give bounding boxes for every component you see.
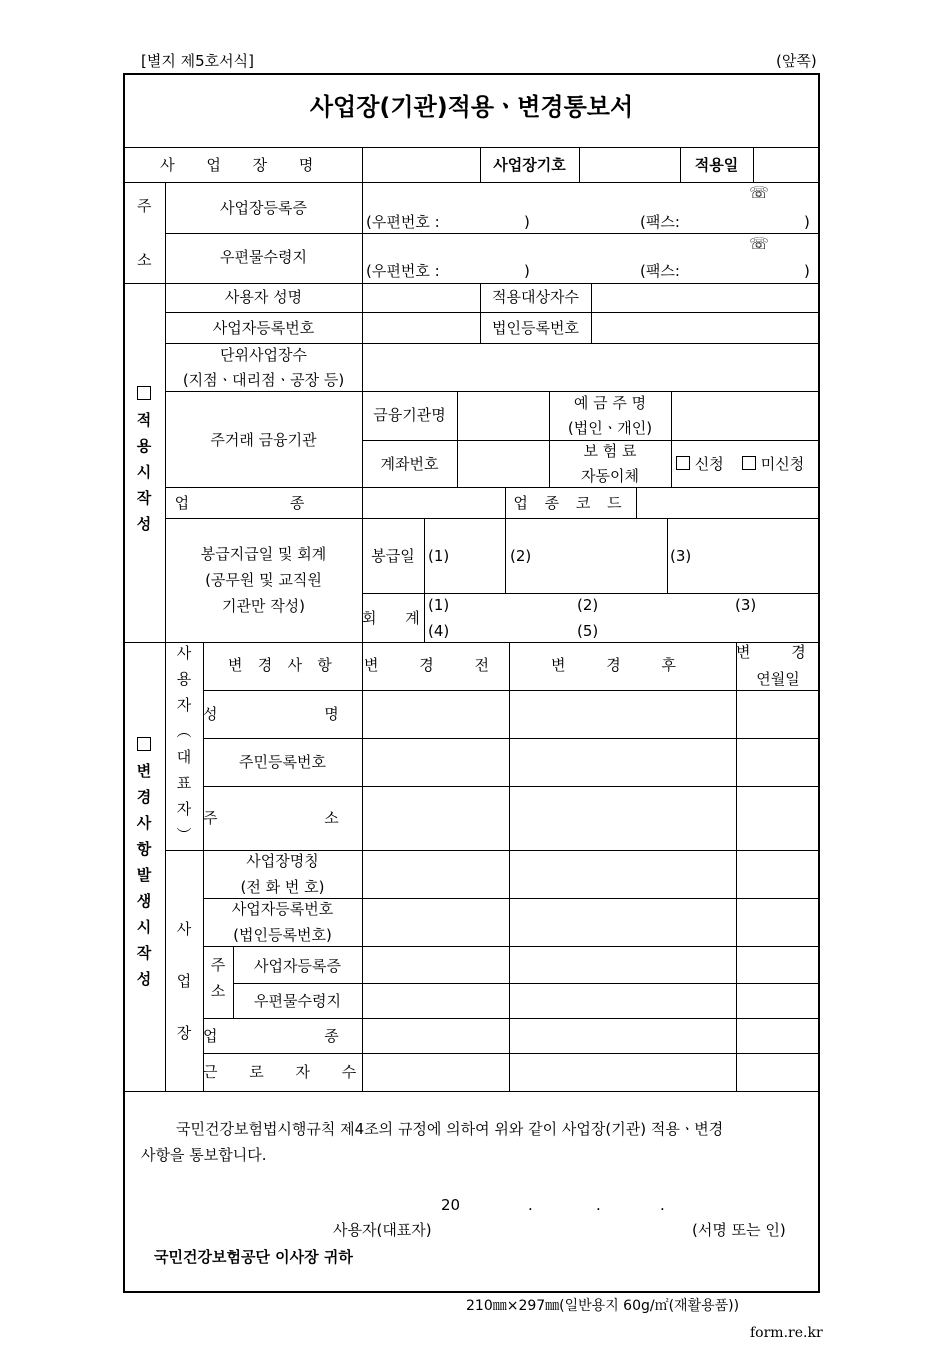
apply-checkbox[interactable] [676,456,690,470]
apply-date-field[interactable] [755,149,818,181]
applicable-count-label: 적용대상자수 [492,288,579,306]
date-year[interactable]: 20 [441,1196,461,1214]
corp-reg-row-sublabel: (법인등록번호) [233,926,332,944]
address-group-label-1: 주 [137,197,152,215]
not-apply-checkbox[interactable] [742,456,756,470]
apply-section-checkbox[interactable] [137,386,151,400]
workplace-name-label: 사 업 장 명 [160,156,327,174]
address-row-label: 주 소 [203,809,390,827]
main-bank-label: 주거래 금융기관 [210,431,317,449]
corp-reg-no-field[interactable] [593,314,819,342]
account-5[interactable]: (5) [577,622,599,640]
biz-reg-row-label: 사업자등록번호 [231,900,334,918]
page-title: 사업장(기관)적용ㆍ변경통보서 [309,93,634,121]
mail-fax-label: (팩스: [640,262,680,280]
resident-no-row-label: 주민등록번호 [239,753,326,771]
mail-address-field[interactable] [364,235,819,282]
mail-postal-label: (우편번호 : [366,262,440,280]
account-2[interactable]: (2) [577,596,599,614]
unit-workplace-label: 단위사업장수 [220,346,307,364]
sign-or-seal-label[interactable]: (서명 또는 인) [692,1221,786,1239]
unit-workplace-sublabel: (지점ㆍ대리점ㆍ공장 등) [182,371,345,389]
workplace-group-label: 사 업 장 [176,920,192,1042]
paper-spec: 210㎜×297㎜(일반용지 60g/㎡(재활용품)) [466,1298,740,1314]
autopay-label: 보 험 료 [583,442,637,460]
depositor-field[interactable] [673,393,819,439]
registered-address-field[interactable] [364,184,819,232]
employer-signature-label: 사용자(대표자) [333,1221,432,1239]
account-4[interactable]: (4) [428,622,450,640]
payday-sublabel-1: (공무원 및 교직원 [205,571,322,589]
registered-postal-label: (우편번호 : [366,213,440,231]
biz-name-row-label: 사업장명칭 [246,852,319,870]
statement-line-2: 사항을 통보합니다. [141,1146,267,1164]
front-side-label: (앞쪽) [776,52,817,70]
account-no-label: 계좌번호 [380,455,439,473]
date-dot-2: . [596,1196,601,1214]
site-watermark: form.re.kr [750,1325,823,1341]
workplace-code-label: 사업장기호 [493,156,566,174]
autopay-not-apply-option[interactable]: 미신청 [742,455,804,473]
mail-address-label: 우편물수령지 [220,248,307,266]
change-item-header: 변 경 사 항 [227,656,337,674]
change-date-subheader: 연월일 [756,670,800,688]
registered-fax-close: ) [804,213,810,231]
payday-2[interactable]: (2) [510,547,532,565]
industry-code-label: 업 종 코 드 [513,494,628,512]
change-section-checkbox[interactable] [137,737,151,751]
after-header: 변 경 후 [550,656,694,674]
mail-postal-close: ) [524,262,530,280]
before-header: 변 경 전 [363,656,507,674]
addressee: 국민건강보험공단 이사장 귀하 [154,1248,353,1266]
change-date-header: 변 경 [736,643,824,661]
industry-field[interactable] [364,489,504,517]
registered-address-row-label: 사업자등록증 [254,957,341,975]
applicable-count-field[interactable] [593,285,819,311]
payday-row-label: 봉급일 [371,547,415,565]
autopay-sublabel: 자동이체 [581,467,639,485]
unit-workplace-field[interactable] [364,345,819,390]
name-row-label: 성 명 [203,705,390,723]
depositor-sublabel: (법인ㆍ개인) [567,419,653,437]
employer-name-label: 사용자 성명 [224,288,303,306]
workplace-code-field[interactable] [581,149,679,181]
mail-address-row-label: 우편물수령지 [254,992,341,1010]
employer-group-label: 사 용 자 ︵ 대 표 자 ︶ [176,644,192,844]
industry-label: 업 종 [174,494,353,512]
account-1[interactable]: (1) [428,596,450,614]
corp-reg-no-label: 법인등록번호 [492,319,579,337]
change-section-label: 변 경 사 항 발 생 시 작 성 [123,737,165,992]
bank-name-label: 금융기관명 [373,406,446,424]
date-dot-3: . [660,1196,665,1214]
apply-section-label: 적 용 시 작 성 [123,386,165,537]
apply-date-label: 적용일 [694,156,739,174]
account-no-field[interactable] [459,442,548,486]
industry-row-label: 업 종 [203,1027,390,1045]
registered-fax-label: (팩스: [640,213,680,231]
address-group-label: 주 소 [210,956,226,1000]
biz-phone-row-sublabel: (전 화 번 호) [240,878,325,896]
bank-name-field[interactable] [459,393,548,439]
registered-address-label: 사업장등록증 [220,199,307,217]
form-number: [별지 제5호서식] [141,52,254,70]
statement-line-1: 국민건강보험법시행규칙 제4조의 규정에 의하여 위와 같이 사업장(기관) 적용ㆍ변경 [176,1120,724,1138]
address-group-label-2: 소 [137,251,152,269]
biz-reg-no-field[interactable] [364,314,479,342]
date-dot-1: . [528,1196,533,1214]
payday-sublabel-2: 기관만 작성) [221,597,306,615]
payday-label: 봉급지급일 및 회계 [200,545,327,563]
industry-code-field[interactable] [638,489,819,517]
autopay-apply-option[interactable]: 신청 [676,455,724,473]
workplace-name-field[interactable] [364,149,479,181]
registered-postal-close: ) [524,213,530,231]
phone-icon: ☏ [749,234,770,253]
phone-icon: ☏ [749,183,770,202]
workers-row-label: 근 로 자 수 [203,1063,370,1081]
depositor-label: 예 금 주 명 [573,394,647,412]
payday-3[interactable]: (3) [670,547,692,565]
payday-1[interactable]: (1) [428,547,450,565]
mail-fax-close: ) [804,262,810,280]
biz-reg-no-label: 사업자등록번호 [212,319,315,337]
account-3[interactable]: (3) [735,596,757,614]
employer-name-field[interactable] [364,285,479,311]
account-row-label: 회 계 [362,609,432,627]
